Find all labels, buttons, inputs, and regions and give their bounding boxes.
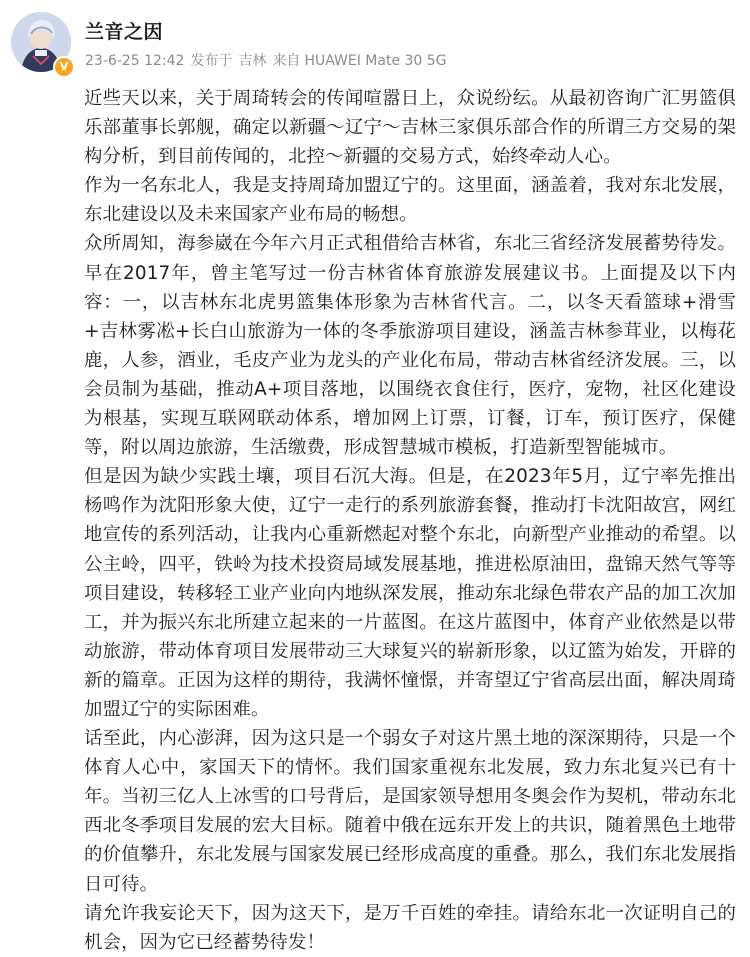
post-paragraph: 话至此，内心澎湃，因为这只是一个弱女子对这片黑土地的深深期待，只是一个体育人心中，家国天下的情怀。我们国家重视东北发展，致力东北复兴已有十年。当初三亿人上冰雪的口号背后，是国家领导想用冬奥会作为契机，带动东北西北冬季项目发展的宏大目标。随着中俄在远东开发上的共识，随着黑色土地带的价值攀升，东北发展与国家发展已经形成高度的重叠。那么，我们东北发展指日可待。	[84, 728, 736, 895]
published-at-label: 发布于	[190, 53, 233, 69]
post-location: 吉林	[238, 53, 267, 69]
source-device[interactable]: HUAWEI Mate 30 5G	[304, 53, 447, 69]
post-paragraph: 作为一名东北人，我是支持周琦加盟辽宁的。这里面，涵盖着，我对东北发展，东北建设以及未来国家产业布局的畅想。	[84, 175, 736, 226]
verified-badge-icon: V	[53, 56, 75, 78]
post-timestamp: 23-6-25 12:42	[85, 53, 185, 69]
post-header	[0, 0, 750, 82]
post-body	[84, 84, 736, 957]
post-meta	[85, 50, 453, 70]
source-label: 来自	[272, 53, 301, 69]
post-paragraph: 但是因为缺少实践土壤，项目石沉大海。但是，在2023年5月，辽宁率先推出杨鸣作为沈阳形象大使，辽宁一走行的系列旅游套餐，推动打卡沈阳故宫，网红地宣传的系列活动，让我内心重新燃起对整个东北，向新型产业推动的希望。以公主岭，四平，铁岭为技术投资局域发展基地，推进松原油田，盘锦天然气等等项目建设，转移轻工业产业向内地纵深发展，推动东北绿色带农产品的加工次加工，并为振兴东北所建立起来的一片蓝图。在这片蓝图中，体育产业依然是以带动旅游，带动体育项目发展带动三大球复兴的崭新形象，以辽篮为始发，开辟的新的篇章。正因为这样的期待，我满怀憧憬，并寄望辽宁省高层出面，解决周琦加盟辽宁的实际困难。	[84, 466, 736, 720]
post-paragraph: 请允许我妄论天下，因为这天下，是万千百姓的牵挂。请给东北一次证明自己的机会，因为它已经蓄势待发！	[84, 902, 736, 953]
author-name[interactable]: 兰音之因	[85, 21, 164, 43]
post-paragraph: 近些天以来，关于周琦转会的传闻喧嚣日上，众说纷纭。从最初咨询广汇男篮俱乐部董事长郭舰，确定以新疆～辽宁～吉林三家俱乐部合作的所谓三方交易的架构分析，到目前传闻的，北控～新疆的交易方式，始终牵动人心。	[84, 88, 736, 168]
post-paragraph: 众所周知，海参崴在今年六月正式租借给吉林省，东北三省经济发展蓄势待发。早在2017年，曾主笔写过一份吉林省体育旅游发展建议书。上面提及以下内容：一，以吉林东北虎男篮集体形象为吉林省代言。二，以冬天看篮球+滑雪+吉林雾凇+长白山旅游为一体的冬季旅游项目建设，涵盖吉林参茸业，以梅花鹿，人参，酒业，毛皮产业为龙头的产业化布局，带动吉林省经济发展。三，以会员制为基础，推动A+项目落地，以围绕衣食住行，医疗，宠物，社区化建设为根基，实现互联网联动体系，增加网上订票，订餐，订车，预订医疗，保健等，附以周边旅游，生活缴费，形成智慧城市模板，打造新型智能城市。	[84, 233, 736, 459]
